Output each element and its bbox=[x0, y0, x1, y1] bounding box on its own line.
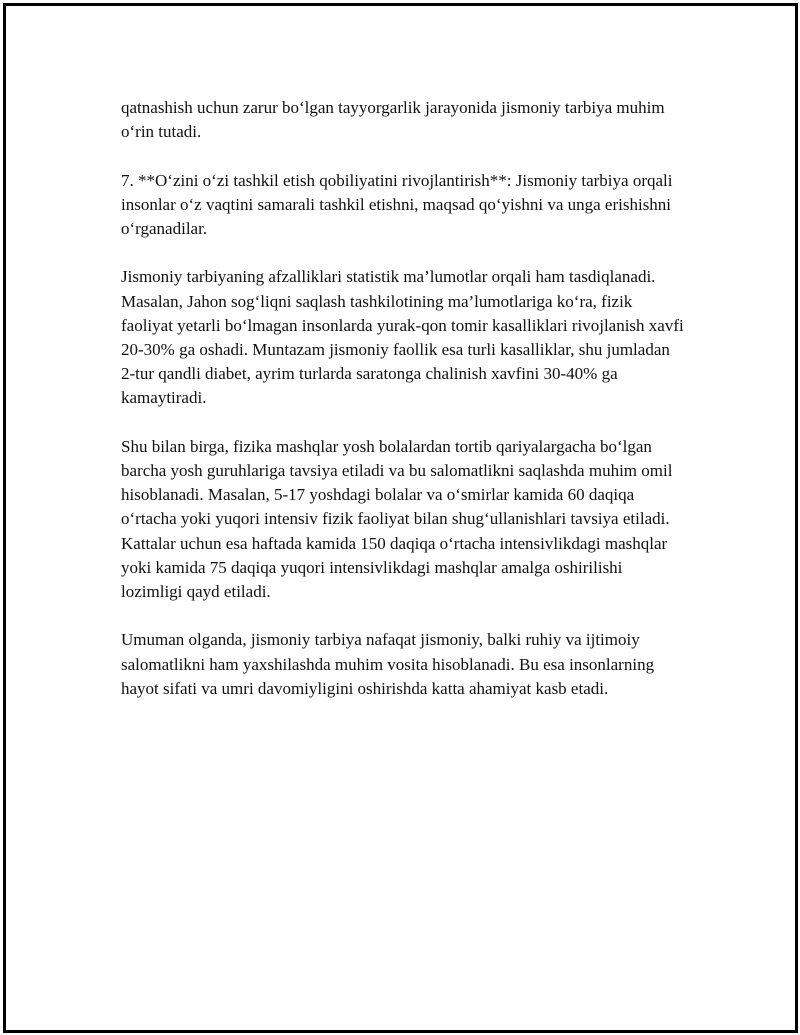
paragraph: 7. **O‘zini o‘zi tashkil etish qobiliyatini rivojlantirish**: Jismoniy tarbiya orqali insonlar o‘z vaqtini samarali tashkil etishni, maqsad qo‘yishni va unga erishishni o‘rganadilar. bbox=[121, 170, 673, 238]
document-body bbox=[121, 96, 686, 725]
paragraph: Shu bilan birga, fizika mashqlar yosh bolalardan tortib qariyalargacha bo‘lgan barcha yosh guruhlariga tavsiya etiladi va bu salomatlikni saqlashda muhim omil hisoblanadi. Masalan, 5-17 yoshdagi bolalar va o‘smirlar kamida 60 daqiqa o‘rtacha yoki yuqori intensiv fizik faoliyat bilan shug‘ullanishlari tavsiya etiladi. Kattalar uchun esa haftada kamida 150 daqiqa o‘rtacha intensivlikdagi mashqlar yoki kamida 75 daqiqa yuqori intensivlikdagi mashqlar amalga oshirilishi lozimligi qayd etiladi. bbox=[121, 436, 673, 602]
document-page bbox=[3, 3, 798, 1033]
paragraph: Umuman olganda, jismoniy tarbiya nafaqat jismoniy, balki ruhiy va ijtimoiy salomatlikni ham yaxshilashda muhim vosita hisoblanadi. Bu esa insonlarning hayot sifati va umri davomiyligini oshirishda katta ahamiyat kasb etadi. bbox=[121, 630, 655, 698]
paragraph: qatnashish uchun zarur bo‘lgan tayyorgarlik jarayonida jismoniy tarbiya muhim o‘rin tutadi. bbox=[121, 98, 665, 142]
paragraph: Jismoniy tarbiyaning afzalliklari statistik ma’lumotlar orqali ham tasdiqlanadi. Masalan, Jahon sog‘liqni saqlash tashkilotining ma’lumotlariga ko‘ra, fizik faoliyat yetarli bo‘lmagan insonlarda yurak-qon tomir kasalliklari rivojlanish xavfi 20-30% ga oshadi. Muntazam jismoniy faollik esa turli kasalliklar, shu jumladan 2-tur qandli diabet, ayrim turlarda saratonga chalinish xavfini 30-40% ga kamaytiradi. bbox=[121, 267, 684, 408]
